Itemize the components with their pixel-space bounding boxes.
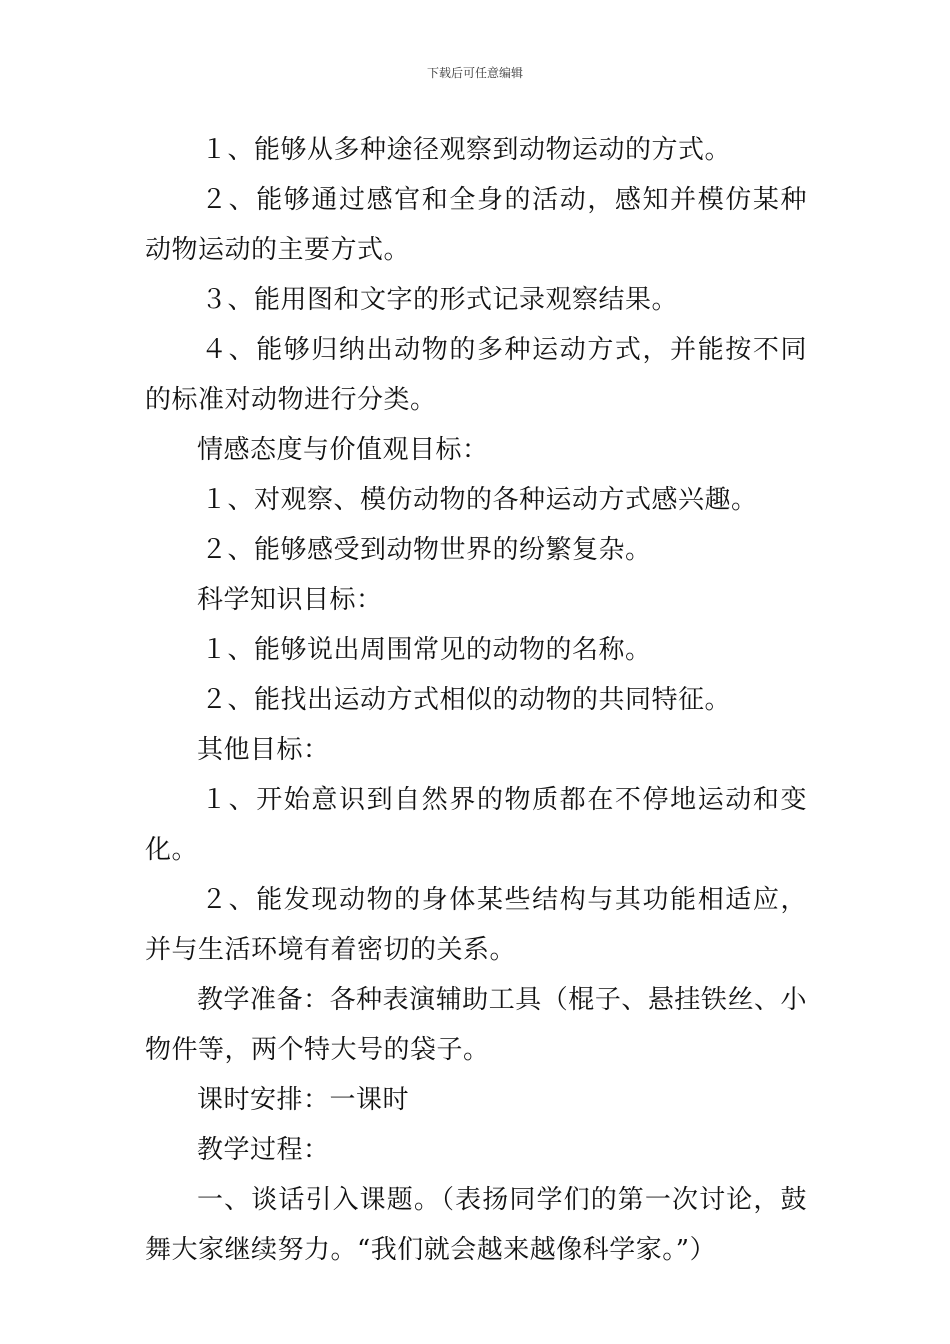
paragraph-attitude-2: ２、能够感受到动物世界的纷繁复杂。 [201, 535, 652, 565]
section-heading-attitude: 情感态度与价值观目标： [197, 435, 489, 465]
page-header: 下载后可任意编辑 [426, 66, 523, 80]
paragraph-goal-2: ２、能够通过感官和全身的活动，感知并模仿某种动物运动的主要方式。 [145, 185, 807, 265]
paragraph-schedule: 课时安排：一课时 [197, 1085, 410, 1115]
paragraph-process-step-1: 一、谈话引入课题。（表扬同学们的第一次讨论，鼓舞大家继续努力。“我们就会越来越像科学家。”） [145, 1185, 807, 1265]
paragraph-goal-4: ４、能够归纳出动物的多种运动方式，并能按不同的标准对动物进行分类。 [145, 335, 807, 415]
paragraph-goal-1: １、能够从多种途径观察到动物运动的方式。 [201, 135, 732, 165]
paragraph-other-2: ２、能发现动物的身体某些结构与其功能相适应，并与生活环境有着密切的关系。 [145, 885, 807, 965]
paragraph-knowledge-2: ２、能找出运动方式相似的动物的共同特征。 [201, 685, 732, 715]
document-body [145, 125, 807, 1275]
paragraph-attitude-1: １、对观察、模仿动物的各种运动方式感兴趣。 [201, 485, 758, 515]
section-heading-other: 其他目标： [197, 735, 330, 765]
paragraph-preparation: 教学准备：各种表演辅助工具（棍子、悬挂铁丝、小物件等，两个特大号的袋子。 [145, 985, 807, 1065]
paragraph-goal-3: ３、能用图和文字的形式记录观察结果。 [201, 285, 679, 315]
section-heading-process: 教学过程： [197, 1135, 330, 1165]
paragraph-knowledge-1: １、能够说出周围常见的动物的名称。 [201, 635, 652, 665]
paragraph-other-1: １、开始意识到自然界的物质都在不停地运动和变化。 [145, 785, 807, 865]
section-heading-knowledge: 科学知识目标： [197, 585, 383, 615]
